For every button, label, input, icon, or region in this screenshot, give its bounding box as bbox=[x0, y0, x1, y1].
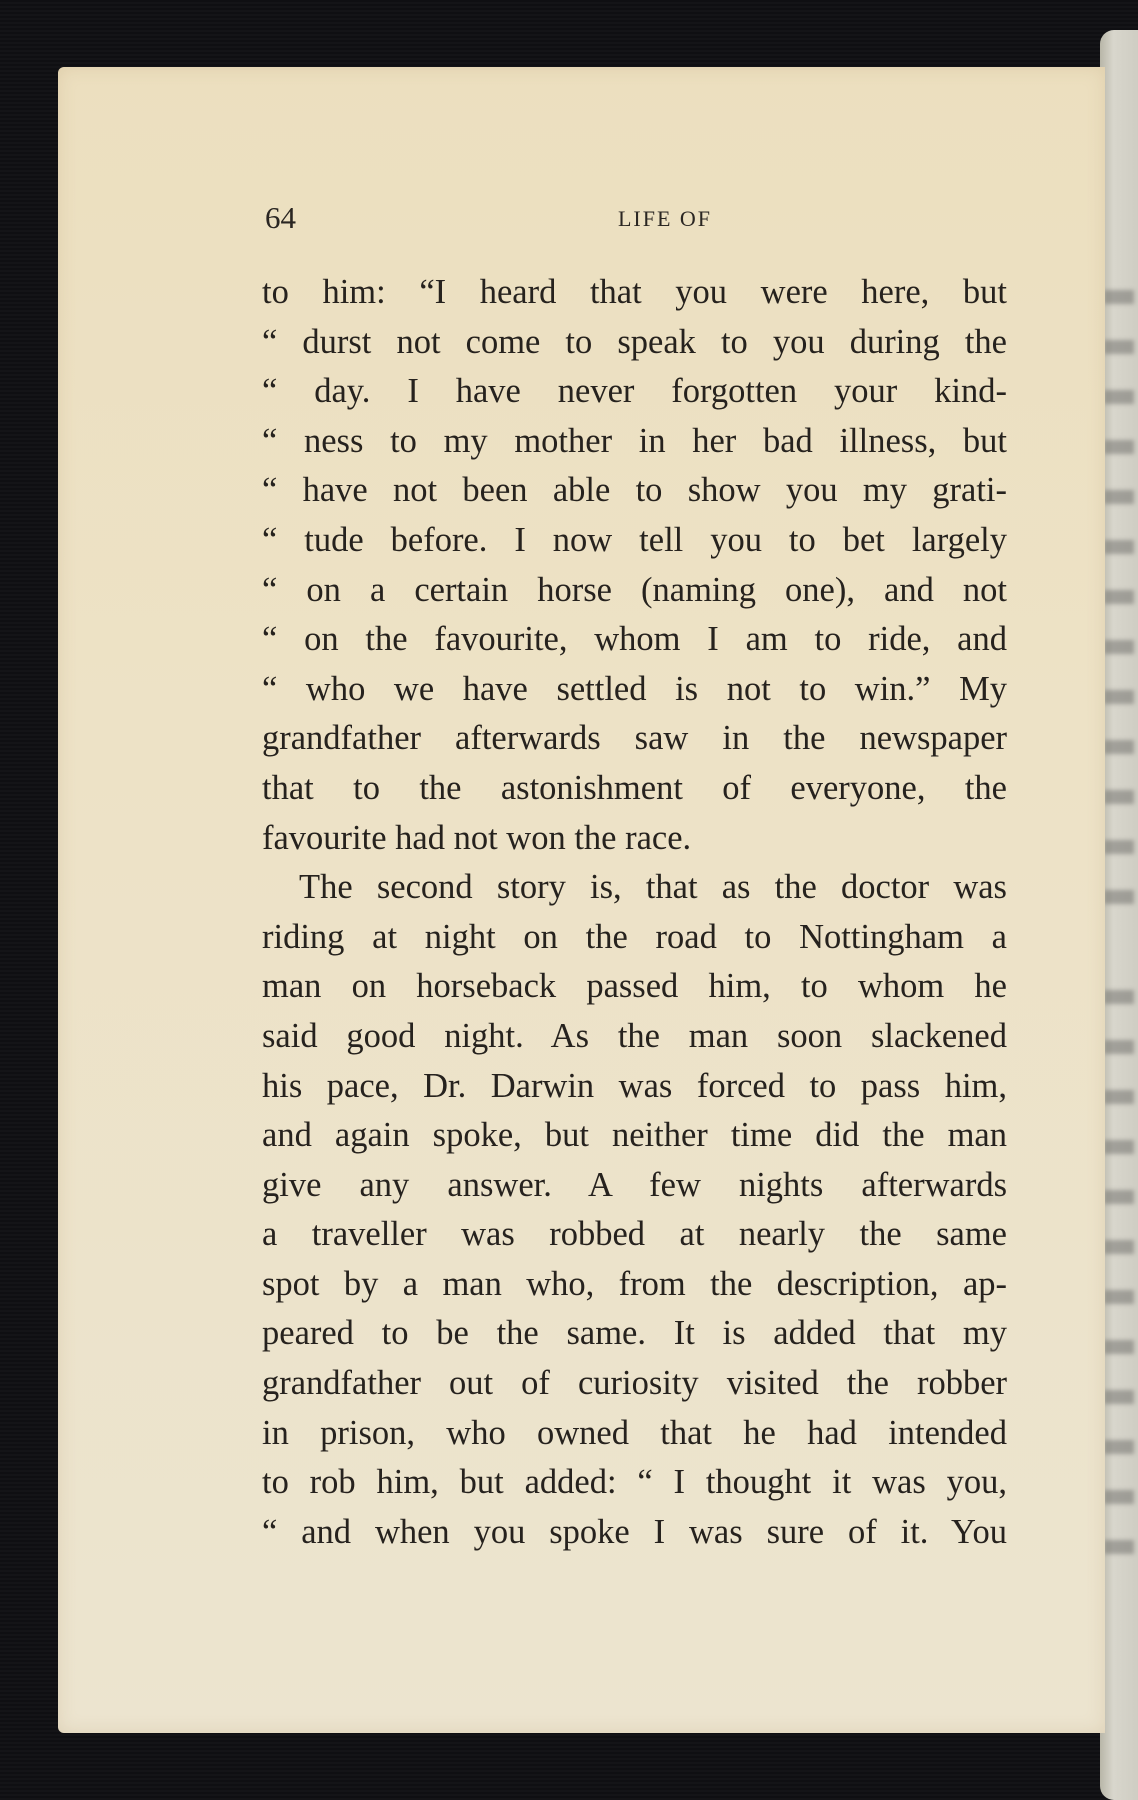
text-line: riding at night on the road to Nottingham a bbox=[262, 917, 1007, 956]
text-line: to rob him, but added: “ I thought it was you, bbox=[262, 1463, 1007, 1502]
page-number: 64 bbox=[265, 200, 296, 235]
text-line: “ durst not come to speak to you during the bbox=[262, 322, 1007, 361]
body-text bbox=[262, 268, 1007, 1557]
text-line: grandfather afterwards saw in the newspaper bbox=[262, 719, 1007, 758]
text-line: “ who we have settled is not to win.” My bbox=[262, 669, 1007, 708]
text-line: “ tude before. I now tell you to bet largely bbox=[262, 520, 1007, 559]
text-line: grandfather out of curiosity visited the robber bbox=[262, 1364, 1007, 1403]
text-line: “ ness to my mother in her bad illness, but bbox=[262, 421, 1007, 460]
text-line: “ have not been able to show you my grati- bbox=[262, 471, 1007, 510]
text-line: a traveller was robbed at nearly the same bbox=[262, 1215, 1007, 1254]
text-line-paragraph-start: The second story is, that as the doctor was bbox=[299, 868, 1007, 907]
adjacent-page-edge bbox=[1100, 30, 1138, 1800]
text-line: that to the astonishment of everyone, the bbox=[262, 768, 1007, 807]
text-line: “ and when you spoke I was sure of it. You bbox=[262, 1512, 1007, 1551]
text-line: his pace, Dr. Darwin was forced to pass him, bbox=[262, 1066, 1007, 1105]
text-line-paragraph-end: favourite had not won the race. bbox=[262, 818, 692, 857]
text-line: give any answer. A few nights afterwards bbox=[262, 1165, 1007, 1204]
text-line: “ on the favourite, whom I am to ride, and bbox=[262, 620, 1007, 659]
text-line: to him: “I heard that you were here, but bbox=[262, 273, 1007, 311]
text-line: “ on a certain horse (naming one), and not bbox=[262, 570, 1007, 609]
text-line: man on horseback passed him, to whom he bbox=[262, 967, 1007, 1006]
text-line: “ day. I have never forgotten your kind- bbox=[262, 372, 1007, 411]
running-head bbox=[265, 198, 1005, 238]
text-line: spot by a man who, from the description, ap- bbox=[262, 1264, 1007, 1303]
text-line: said good night. As the man soon slackened bbox=[262, 1016, 1007, 1055]
text-line: and again spoke, but neither time did the man bbox=[262, 1116, 1007, 1155]
running-head-title: LIFE OF bbox=[617, 206, 713, 231]
text-line: in prison, who owned that he had intended bbox=[262, 1413, 1007, 1452]
text-line: peared to be the same. It is added that my bbox=[262, 1314, 1007, 1353]
